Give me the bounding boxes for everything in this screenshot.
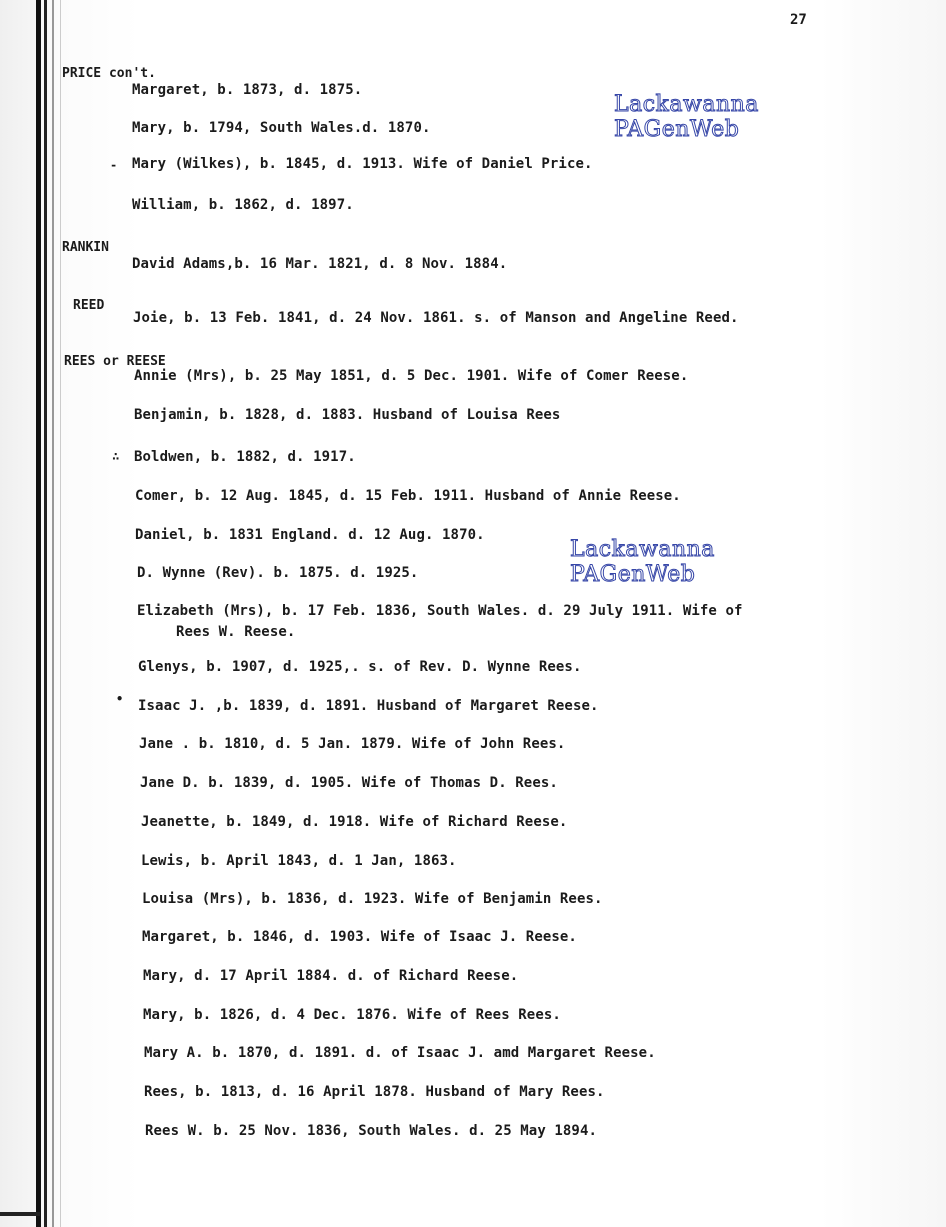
- entry: Joie, b. 13 Feb. 1841, d. 24 Nov. 1861. s. of Manson and Angeline Reed.: [133, 310, 739, 326]
- surname-heading-rees: REES or REESE: [64, 354, 166, 369]
- watermark-line1: Lackawanna: [614, 92, 759, 117]
- entry: David Adams,b. 16 Mar. 1821, d. 8 Nov. 1884.: [132, 256, 508, 272]
- edge-mark: [0, 1212, 40, 1216]
- watermark-line2: PAGenWeb: [614, 117, 740, 142]
- entry-continuation: Rees W. Reese.: [176, 624, 296, 640]
- watermark-top: [614, 92, 759, 142]
- margin-mark: ∴: [112, 449, 120, 463]
- entry: Louisa (Mrs), b. 1836, d. 1923. Wife of Benjamin Rees.: [142, 891, 603, 907]
- page-number: 27: [790, 12, 807, 28]
- entry: Rees W. b. 25 Nov. 1836, South Wales. d. 25 May 1894.: [145, 1123, 598, 1139]
- entry: Benjamin, b. 1828, d. 1883. Husband of Louisa Rees: [134, 407, 561, 423]
- entry: Isaac J. ,b. 1839, d. 1891. Husband of Margaret Reese.: [138, 698, 599, 714]
- entry: Daniel, b. 1831 England. d. 12 Aug. 1870.: [135, 527, 485, 543]
- entry: Jane . b. 1810, d. 5 Jan. 1879. Wife of John Rees.: [139, 736, 566, 752]
- entry: Margaret, b. 1873, d. 1875.: [132, 82, 363, 98]
- entry: Lewis, b. April 1843, d. 1 Jan, 1863.: [141, 853, 457, 869]
- entry: Mary, d. 17 April 1884. d. of Richard Reese.: [143, 968, 519, 984]
- entry: William, b. 1862, d. 1897.: [132, 197, 354, 213]
- surname-heading-rankin: RANKIN: [62, 240, 109, 255]
- entry: Annie (Mrs), b. 25 May 1851, d. 5 Dec. 1901. Wife of Comer Reese.: [134, 368, 689, 384]
- surname-heading-reed: REED: [73, 298, 105, 313]
- watermark-line2: PAGenWeb: [570, 562, 696, 587]
- entry: Boldwen, b. 1882, d. 1917.: [134, 449, 356, 465]
- entry: Rees, b. 1813, d. 16 April 1878. Husband of Mary Rees.: [144, 1084, 605, 1100]
- entry: Jane D. b. 1839, d. 1905. Wife of Thomas D. Rees.: [140, 775, 558, 791]
- entry: Comer, b. 12 Aug. 1845, d. 15 Feb. 1911. Husband of Annie Reese.: [135, 488, 681, 504]
- watermark-middle: [570, 537, 715, 587]
- margin-mark: -: [110, 158, 118, 172]
- entry: Jeanette, b. 1849, d. 1918. Wife of Richard Reese.: [141, 814, 568, 830]
- entry: Glenys, b. 1907, d. 1925,. s. of Rev. D. Wynne Rees.: [138, 659, 582, 675]
- entry: Mary A. b. 1870, d. 1891. d. of Isaac J. amd Margaret Reese.: [144, 1045, 656, 1061]
- entry: Mary (Wilkes), b. 1845, d. 1913. Wife of Daniel Price.: [132, 156, 593, 172]
- entry: Mary, b. 1794, South Wales.d. 1870.: [132, 120, 431, 136]
- margin-mark: •: [116, 692, 124, 706]
- entry: Mary, b. 1826, d. 4 Dec. 1876. Wife of Rees Rees.: [143, 1007, 561, 1023]
- entry: Elizabeth (Mrs), b. 17 Feb. 1836, South Wales. d. 29 July 1911. Wife of: [137, 603, 743, 619]
- binding-edge: [28, 0, 68, 1227]
- entry: Margaret, b. 1846, d. 1903. Wife of Isaac J. Reese.: [142, 929, 577, 945]
- surname-heading-price: PRICE con't.: [62, 66, 156, 81]
- entry: D. Wynne (Rev). b. 1875. d. 1925.: [137, 565, 419, 581]
- watermark-line1: Lackawanna: [570, 537, 715, 562]
